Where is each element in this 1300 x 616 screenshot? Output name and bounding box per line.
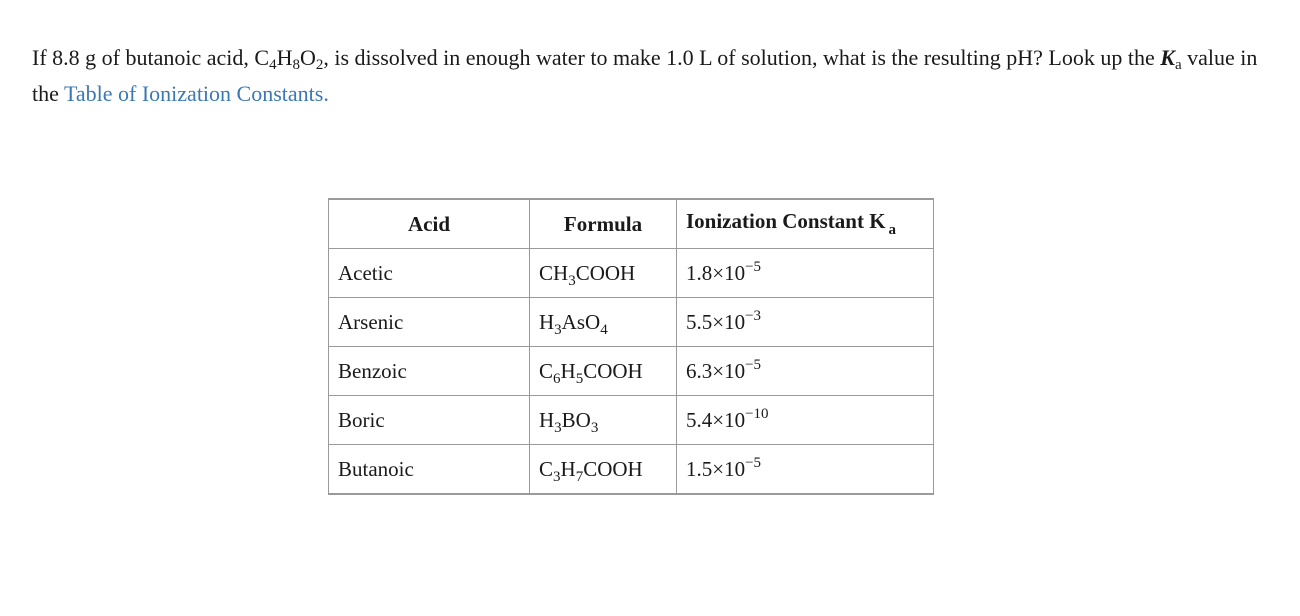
cell-formula: $C_3H_7COOH$ <box>530 445 677 495</box>
cell-formula: $CH_3COOH$ <box>530 249 677 298</box>
table-row <box>329 445 934 495</box>
ionization-constants-table <box>328 198 934 495</box>
cell-acid: Arsenic <box>329 298 530 347</box>
question-text <box>32 40 1272 112</box>
table-body <box>329 249 934 495</box>
cell-ionization-constant: $6.3\times 10^{-5}$ <box>677 347 934 396</box>
table-row <box>329 347 934 396</box>
cell-formula: $H_3BO_3$ <box>530 396 677 445</box>
cell-acid: Benzoic <box>329 347 530 396</box>
ionization-table-link[interactable]: Table of Ionization Constants. <box>63 81 329 106</box>
table-row <box>329 298 934 347</box>
question-part1: If 8.8 g of butanoic acid, <box>32 45 255 70</box>
header-acid: Acid <box>329 199 530 249</box>
header-ionization-constant: Ionization Constant K $_a$ <box>677 199 934 249</box>
table-row <box>329 249 934 298</box>
butanoic-formula: $C_4H_8O_2$ <box>254 45 324 73</box>
cell-ionization-constant: $1.5\times 10^{-5}$ <box>677 445 934 495</box>
cell-acid: Butanoic <box>329 445 530 495</box>
header-formula: Formula <box>530 199 677 249</box>
ka-subscript: a <box>1174 57 1182 73</box>
cell-acid: Boric <box>329 396 530 445</box>
question-part3: value in the <box>32 45 1258 106</box>
cell-acid: Acetic <box>329 249 530 298</box>
table-row <box>329 396 934 445</box>
cell-ionization-constant: $1.8\times 10^{-5}$ <box>677 249 934 298</box>
ka-symbol: K <box>1160 45 1175 70</box>
question-part2: , is dissolved in enough water to make 1.0 L of solution, what is the resulting pH? Look up the <box>323 45 1161 70</box>
cell-formula: $H_3AsO_4$ <box>530 298 677 347</box>
cell-formula: $C_6H_5COOH$ <box>530 347 677 396</box>
cell-ionization-constant: $5.5\times 10^{-3}$ <box>677 298 934 347</box>
cell-ionization-constant: $5.4\times 10^{-10}$ <box>677 396 934 445</box>
table-header-row <box>329 199 934 249</box>
